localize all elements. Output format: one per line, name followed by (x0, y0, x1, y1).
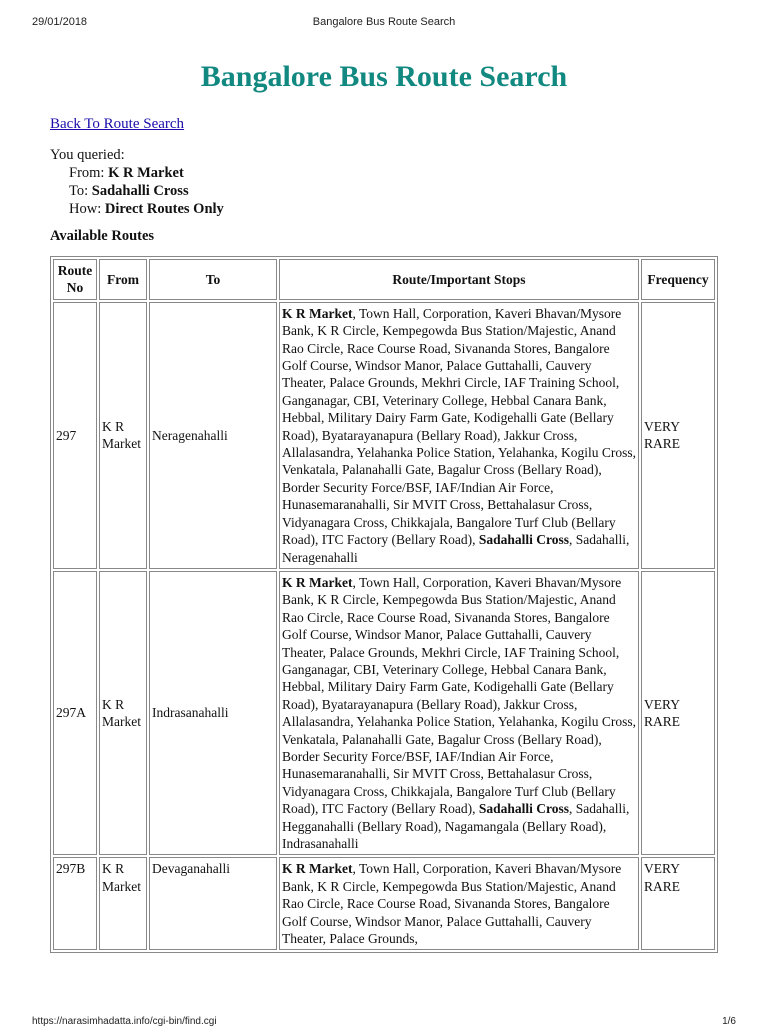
from-cell: K R Market (99, 302, 147, 569)
back-to-route-search-link[interactable]: Back To Route Search (50, 116, 185, 132)
to-cell: Neragenahalli (149, 302, 277, 569)
stops-destination-highlight: Sadahalli Cross (478, 801, 569, 817)
query-how-row (50, 200, 224, 218)
query-from-label: From: (69, 165, 105, 181)
frequency-cell: VERY RARE (641, 857, 715, 950)
stops-cell (279, 857, 639, 950)
stops-list-end: , Sadahalli, Hegganahalli (Bellary Road), Nagamangala (Bellary Road), Indrasanahalli (282, 801, 630, 851)
query-to-label: To: (69, 183, 89, 199)
available-routes-heading: Available Routes (50, 228, 155, 244)
header-route-stops: Route/Important Stops (279, 259, 639, 300)
stops-cell (279, 302, 639, 569)
stops-destination-highlight: Sadahalli Cross (478, 532, 569, 548)
print-footer (0, 1018, 768, 1032)
header-route-no: Route No (53, 259, 97, 300)
stops-list-end: , Sadahalli, Neragenahalli (282, 532, 630, 565)
header-from: From (99, 259, 147, 300)
route-no-cell: 297B (53, 857, 97, 950)
frequency-cell: VERY RARE (641, 571, 715, 856)
header-to: To (149, 259, 277, 300)
frequency-cell: VERY RARE (641, 302, 715, 569)
from-cell: K R Market (99, 571, 147, 856)
print-page-number: 1/6 (722, 1016, 736, 1027)
route-no-cell: 297A (53, 571, 97, 856)
stops-origin: K R Market (282, 305, 353, 321)
stops-origin: K R Market (282, 861, 353, 877)
table-row (53, 571, 715, 856)
query-to-row (50, 182, 224, 200)
print-date: 29/01/2018 (32, 16, 88, 28)
print-page-title: Bangalore Bus Route Search (312, 16, 456, 28)
header-frequency: Frequency (641, 259, 715, 300)
stops-list: , Town Hall, Corporation, Kaveri Bhavan/Mysore Bank, K R Circle, Kempegowda Bus Station/Majestic, Anand Rao Circle, Race Course Road, Sivananda Stores, Bangalore Golf Course, Windsor Manor, Palace Guttahalli, Cauvery Theater, Palace Grounds, Mekhri Circle, IAF Training School, Ganganagar, CBI, Veterinary College, Hebbal Canara Bank, Hebbal, Military Dairy Farm Gate, Kodigehalli Gate (Bellary Road), Byatarayanapura (Bellary Road), Jakkur Cross, Allalasandra, Yelahanka Police Station, Yelahanka, Kogilu Cross, Venkatala, Palanahalli Gate, Bagalur Cross (Bellary Road), Border Security Force/BSF, IAF/Indian Air Force, Hunasemaranahalli, Sir MVIT Cross, Bettahalasur Cross, Vidyanagara Cross, Chikkajala, Bangalore Turf Club (Bellary Road), ITC Factory (Bellary Road), (282, 305, 636, 548)
query-to-value: Sadahalli Cross (91, 183, 189, 199)
route-no-cell: 297 (53, 302, 97, 569)
print-header (0, 0, 768, 28)
query-how-label: How: (69, 201, 102, 217)
to-cell: Indrasanahalli (149, 571, 277, 856)
stops-list: , Town Hall, Corporation, Kaveri Bhavan/Mysore Bank, K R Circle, Kempegowda Bus Station/Majestic, Anand Rao Circle, Race Course Road, Sivananda Stores, Bangalore Golf Course, Windsor Manor, Palace Guttahalli, Cauvery Theater, Palace Grounds, Mekhri Circle, IAF Training School, Ganganagar, CBI, Veterinary College, Hebbal Canara Bank, Hebbal, Military Dairy Farm Gate, Kodigehalli Gate (Bellary Road), Byatarayanapura (Bellary Road), Jakkur Cross, Allalasandra, Yelahanka Police Station, Yelahanka, Kogilu Cross, Venkatala, Palanahalli Gate, Bagalur Cross (Bellary Road), Border Security Force/BSF, IAF/Indian Air Force, Hunasemaranahalli, Sir MVIT Cross, Bettahalasur Cross, Vidyanagara Cross, Chikkajala, Bangalore Turf Club (Bellary Road), ITC Factory (Bellary Road), (282, 574, 636, 817)
routes-table (50, 256, 718, 953)
query-from-value: K R Market (108, 165, 184, 181)
query-from-row (50, 164, 224, 182)
query-intro: You queried: (50, 147, 125, 163)
table-row (53, 857, 715, 950)
print-url: https://narasimhadatta.info/cgi-bin/find.cgi (32, 1016, 217, 1027)
page-title: Bangalore Bus Route Search (200, 60, 568, 93)
table-header-row (53, 259, 715, 300)
from-cell: K R Market (99, 857, 147, 950)
query-summary (50, 146, 224, 218)
to-cell: Devaganahalli (149, 857, 277, 950)
query-how-value: Direct Routes Only (104, 201, 224, 217)
stops-list: , Town Hall, Corporation, Kaveri Bhavan/Mysore Bank, K R Circle, Kempegowda Bus Station/Majestic, Anand Rao Circle, Race Course Road, Sivananda Stores, Bangalore Golf Course, Windsor Manor, Palace Guttahalli, Cauvery Theater, Palace Grounds, (282, 861, 622, 947)
stops-cell (279, 571, 639, 856)
stops-origin: K R Market (282, 574, 353, 590)
table-row (53, 302, 715, 569)
